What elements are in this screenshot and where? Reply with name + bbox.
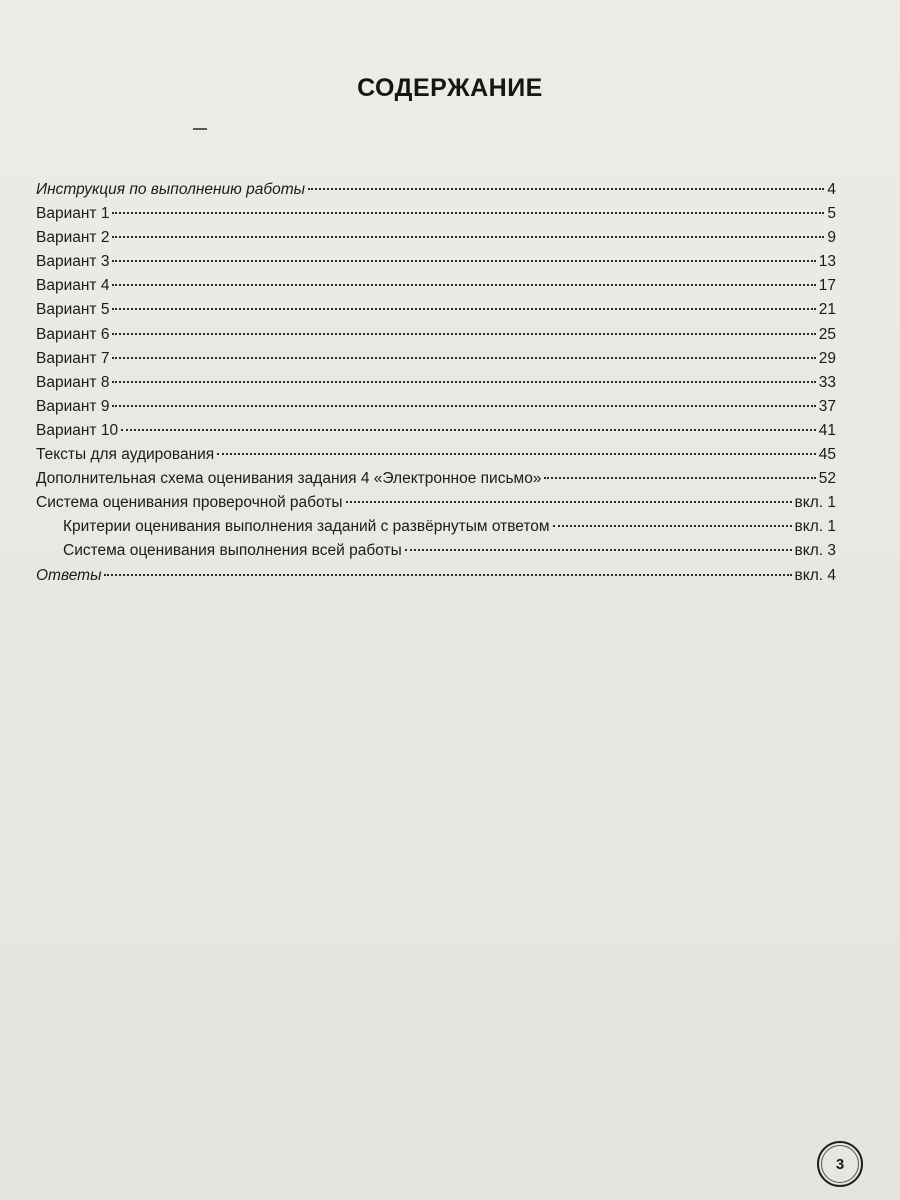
toc-dot-leader [308, 188, 824, 190]
page-number-badge [817, 1141, 863, 1187]
toc-entry-page: вкл. 4 [794, 566, 836, 584]
toc-dot-leader [104, 574, 791, 576]
toc-entry [36, 347, 836, 371]
toc-dot-leader [112, 357, 815, 359]
toc-entry-page: 41 [818, 421, 836, 439]
toc-entry [36, 323, 836, 347]
toc-entry-page: вкл. 3 [794, 542, 836, 560]
toc-entry-label: Вариант 3 [36, 253, 110, 271]
toc-dot-leader [112, 308, 815, 310]
toc-dot-leader [405, 549, 792, 551]
toc-entry-page: вкл. 1 [794, 494, 836, 512]
toc-entry [36, 274, 836, 298]
toc-entry-page: 52 [818, 470, 836, 488]
table-of-contents [36, 178, 836, 588]
toc-dot-leader [112, 405, 815, 407]
toc-dot-leader [346, 501, 792, 503]
toc-entry [36, 467, 836, 491]
toc-dot-leader [112, 236, 824, 238]
toc-entry-label: Вариант 8 [36, 373, 110, 391]
toc-dot-leader [112, 381, 815, 383]
toc-dot-leader [112, 284, 815, 286]
toc-entry-label: Вариант 5 [36, 301, 110, 319]
pen-mark [193, 128, 207, 130]
toc-entry-label: Вариант 10 [36, 421, 119, 439]
toc-entry-label: Тексты для аудирования [36, 446, 215, 464]
toc-entry [36, 371, 836, 395]
toc-entry-page: 33 [818, 373, 836, 391]
toc-entry [36, 298, 836, 322]
toc-entry-page: 4 [827, 181, 836, 198]
toc-entry-label: Критерии оценивания выполнения заданий с развёрнутым ответом [63, 518, 550, 536]
toc-entry-page: 21 [818, 301, 836, 319]
toc-entry-label: Вариант 6 [36, 325, 110, 343]
toc-dot-leader [553, 525, 792, 527]
toc-entry [36, 564, 836, 588]
toc-entry-page: 25 [818, 325, 836, 343]
toc-entry-label: Ответы [36, 566, 102, 584]
toc-entry [36, 419, 836, 443]
toc-entry-page: вкл. 1 [794, 518, 836, 536]
toc-entry [36, 491, 836, 515]
toc-entry [36, 443, 836, 467]
page-title: СОДЕРЖАНИЕ [357, 74, 543, 102]
toc-entry [36, 178, 836, 202]
toc-entry-label: Вариант 7 [36, 349, 110, 367]
toc-dot-leader [121, 429, 816, 431]
toc-entry-page: 37 [818, 397, 836, 415]
toc-entry [36, 515, 836, 539]
toc-entry-label: Система оценивания проверочной работы [36, 494, 343, 512]
toc-entry [36, 226, 836, 250]
toc-entry-label: Дополнительная схема оценивания задания 4 «Электронное письмо» [36, 470, 542, 488]
toc-entry-label: Вариант 1 [36, 205, 110, 223]
toc-entry-label: Вариант 9 [36, 397, 110, 415]
toc-entry-label: Система оценивания выполнения всей работы [63, 542, 402, 560]
toc-entry-page: 9 [827, 229, 836, 247]
toc-dot-leader [544, 477, 815, 479]
toc-entry-page: 17 [818, 277, 836, 295]
toc-entry-label: Вариант 2 [36, 229, 110, 247]
toc-dot-leader [112, 260, 815, 262]
toc-dot-leader [112, 333, 815, 335]
toc-entry [36, 395, 836, 419]
toc-entry-page: 5 [827, 205, 836, 223]
toc-entry-page: 29 [818, 349, 836, 367]
toc-dot-leader [112, 212, 824, 214]
page-number: 3 [821, 1145, 859, 1183]
toc-entry-page: 45 [818, 446, 836, 464]
toc-entry [36, 202, 836, 226]
toc-entry-label: Вариант 4 [36, 277, 110, 295]
toc-dot-leader [217, 453, 816, 455]
toc-entry [36, 250, 836, 274]
toc-entry [36, 539, 836, 563]
toc-entry-label: Инструкция по выполнению работы [36, 181, 306, 198]
toc-entry-page: 13 [818, 253, 836, 271]
